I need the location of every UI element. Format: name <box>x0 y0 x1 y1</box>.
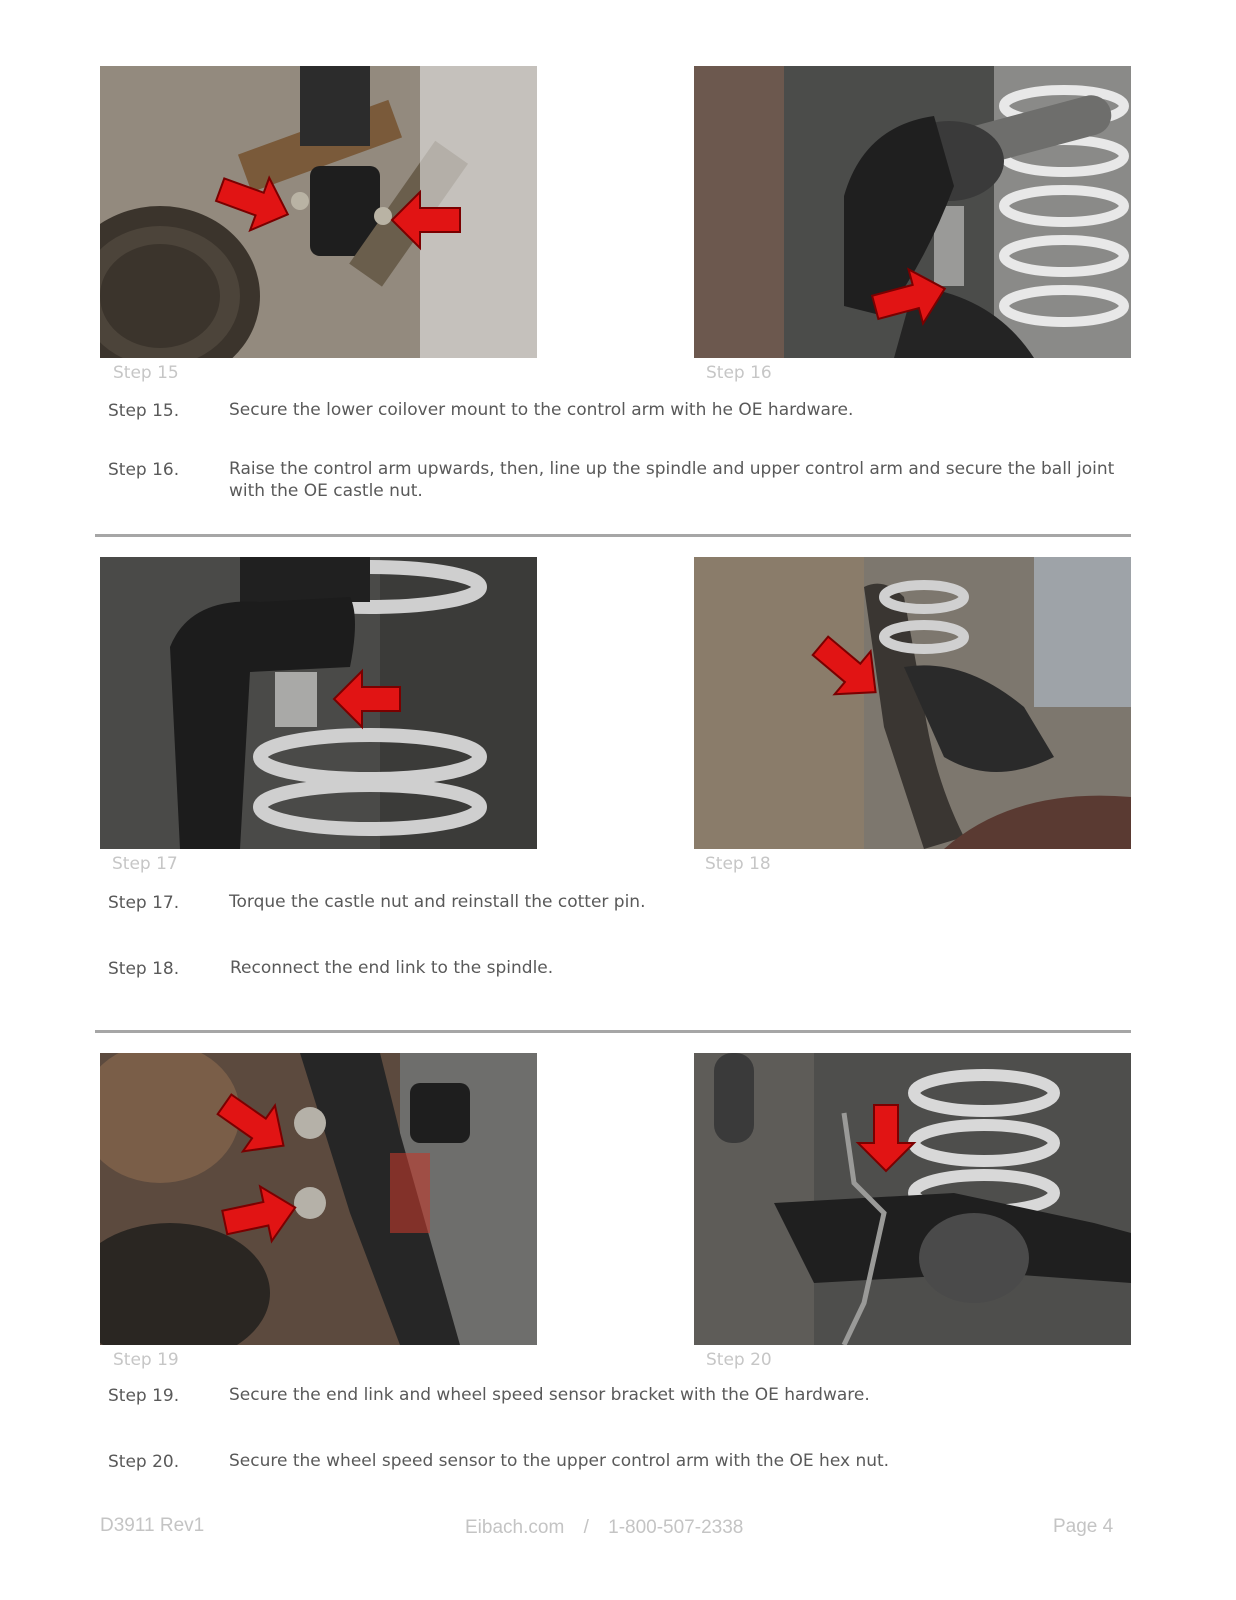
section-divider <box>95 534 1131 537</box>
caption-step-18: Step 18 <box>705 854 771 874</box>
step-16-text: Raise the control arm upwards, then, line up the spindle and upper control arm and secure the ball joint with the OE castle nut. <box>229 459 1115 501</box>
footer-contact <box>465 1517 743 1539</box>
step-20-number: Step 20. <box>108 1452 180 1472</box>
photo-step-19 <box>100 1053 537 1345</box>
photo-step-15 <box>100 66 537 358</box>
caption-step-20: Step 20 <box>706 1350 772 1370</box>
step-15-text: Secure the lower coilover mount to the control arm with he OE hardware. <box>229 400 854 420</box>
caption-step-17: Step 17 <box>112 854 178 874</box>
footer-separator: / <box>583 1517 589 1538</box>
caption-step-16: Step 16 <box>706 363 772 383</box>
step-19-text: Secure the end link and wheel speed sensor bracket with the OE hardware. <box>229 1385 870 1405</box>
footer-doc-id: D3911 Rev1 <box>100 1515 205 1536</box>
photo-step-18 <box>694 557 1131 849</box>
photo-step-17 <box>100 557 537 849</box>
footer-phone: 1-800-507-2338 <box>608 1517 744 1538</box>
caption-step-15: Step 15 <box>113 363 179 383</box>
step-19-number: Step 19. <box>108 1386 180 1406</box>
step-15-number: Step 15. <box>108 401 180 421</box>
step-20-text: Secure the wheel speed sensor to the upper control arm with the OE hex nut. <box>229 1451 890 1471</box>
photo-step-20 <box>694 1053 1131 1345</box>
step-18-number: Step 18. <box>108 959 180 979</box>
step-18-text: Reconnect the end link to the spindle. <box>230 958 554 978</box>
step-17-text: Torque the castle nut and reinstall the cotter pin. <box>229 892 646 912</box>
footer-website: Eibach.com <box>465 1517 565 1538</box>
footer-page-number: Page 4 <box>1053 1516 1114 1537</box>
photo-step-16 <box>694 66 1131 358</box>
caption-step-19: Step 19 <box>113 1350 179 1370</box>
step-17-number: Step 17. <box>108 893 180 913</box>
step-16-number: Step 16. <box>108 460 180 480</box>
section-divider <box>95 1030 1131 1033</box>
